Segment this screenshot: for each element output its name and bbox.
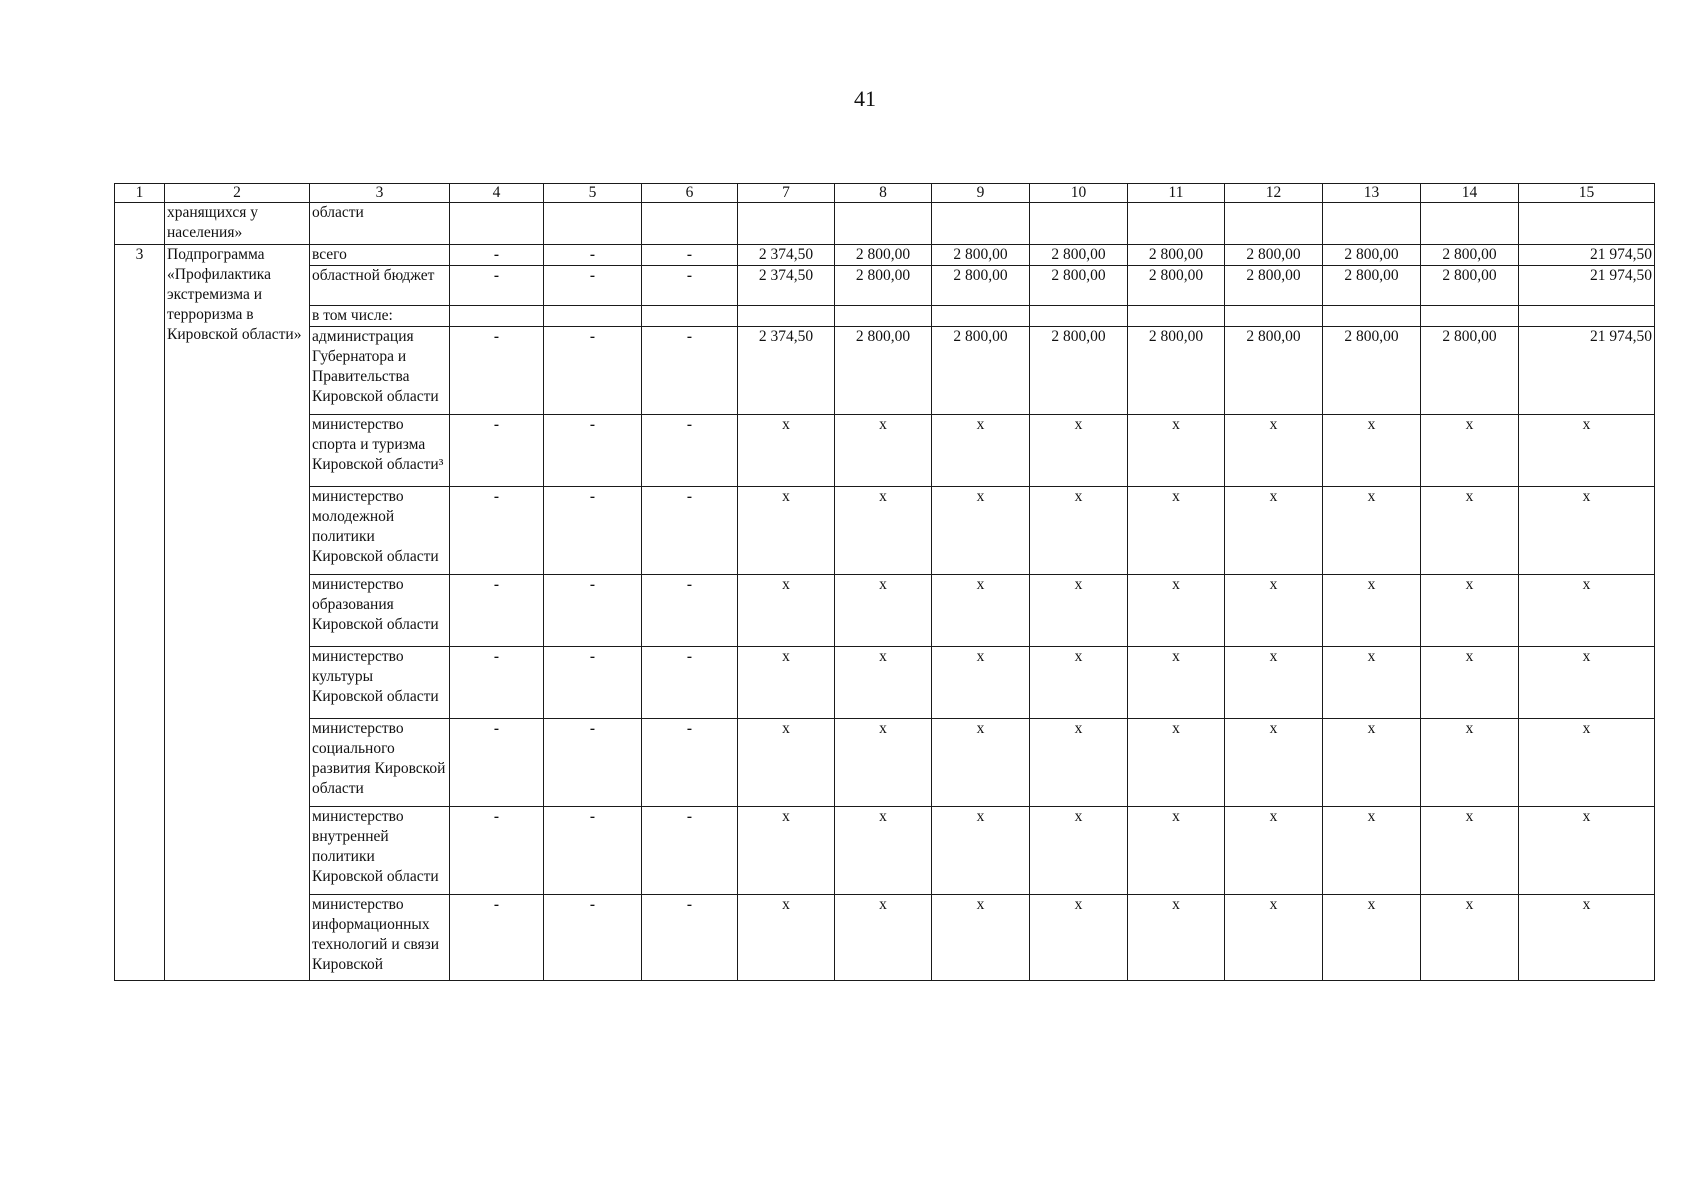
value-cell-col10: х (1030, 719, 1128, 807)
value-cell-col8: х (835, 647, 932, 719)
cell-col15 (1519, 203, 1655, 245)
value-cell-col8: 2 800,00 (835, 327, 932, 415)
cell-c6: - (642, 487, 738, 575)
cell-c4: - (450, 245, 544, 266)
value-cell-col11: 2 800,00 (1128, 327, 1225, 415)
value-cell-col7: 2 374,50 (738, 266, 835, 306)
table-row (115, 807, 1655, 895)
column-header-15: 15 (1519, 184, 1655, 203)
funding-source: всего (310, 245, 450, 266)
value-cell-col8 (835, 306, 932, 327)
cell-col11 (1128, 203, 1225, 245)
value-cell-col8: х (835, 719, 932, 807)
value-cell-col12: х (1225, 415, 1323, 487)
cell-c4: - (450, 266, 544, 306)
table-row (115, 647, 1655, 719)
table-row (115, 895, 1655, 981)
value-cell-col7: х (738, 647, 835, 719)
column-header-2: 2 (165, 184, 310, 203)
table-row (115, 245, 1655, 266)
value-cell-col15: х (1519, 415, 1655, 487)
continuation-row (115, 203, 1655, 245)
cell-c6: - (642, 266, 738, 306)
value-cell-col9: х (932, 487, 1030, 575)
value-cell-col12: х (1225, 647, 1323, 719)
value-cell-col12: х (1225, 575, 1323, 647)
value-cell-col11: 2 800,00 (1128, 245, 1225, 266)
value-cell-col10: х (1030, 487, 1128, 575)
value-cell-col11 (1128, 306, 1225, 327)
value-cell-col7: х (738, 719, 835, 807)
value-cell-col10 (1030, 306, 1128, 327)
cell-c5: - (544, 647, 642, 719)
value-cell-col14: х (1421, 895, 1519, 981)
funding-source: министерство внутренней политики Кировской области (310, 807, 450, 895)
cell-c6: - (642, 807, 738, 895)
column-header-3: 3 (310, 184, 450, 203)
cell-col6 (642, 203, 738, 245)
value-cell-col13: х (1323, 895, 1421, 981)
value-cell-col8: х (835, 895, 932, 981)
value-cell-col7: х (738, 895, 835, 981)
value-cell-col12: 2 800,00 (1225, 245, 1323, 266)
value-cell-col10: х (1030, 415, 1128, 487)
value-cell-col11: х (1128, 647, 1225, 719)
cell-c6: - (642, 575, 738, 647)
funding-source: министерство информационных технологий и связи Кировской (310, 895, 450, 981)
value-cell-col9: х (932, 647, 1030, 719)
cell-c4: - (450, 327, 544, 415)
value-cell-col12: х (1225, 719, 1323, 807)
value-cell-col7 (738, 306, 835, 327)
table-row (115, 415, 1655, 487)
cell-c5: - (544, 327, 642, 415)
cell-col2: хранящихся у населения» (165, 203, 310, 245)
cell-c4 (450, 306, 544, 327)
cell-c5: - (544, 266, 642, 306)
cell-c5: - (544, 807, 642, 895)
value-cell-col10: х (1030, 895, 1128, 981)
cell-c4: - (450, 647, 544, 719)
value-cell-col9: х (932, 807, 1030, 895)
funding-source: в том числе: (310, 306, 450, 327)
column-header-8: 8 (835, 184, 932, 203)
cell-col12 (1225, 203, 1323, 245)
value-cell-col8: 2 800,00 (835, 245, 932, 266)
table-row (115, 266, 1655, 306)
value-cell-col10: х (1030, 807, 1128, 895)
cell-col8 (835, 203, 932, 245)
subprogram-number: 3 (115, 245, 165, 981)
value-cell-col7: 2 374,50 (738, 327, 835, 415)
value-cell-col12: х (1225, 807, 1323, 895)
column-header-11: 11 (1128, 184, 1225, 203)
cell-c5 (544, 306, 642, 327)
cell-c5: - (544, 415, 642, 487)
value-cell-col11: х (1128, 807, 1225, 895)
cell-col5 (544, 203, 642, 245)
column-header-14: 14 (1421, 184, 1519, 203)
cell-c6: - (642, 719, 738, 807)
value-cell-col15: х (1519, 487, 1655, 575)
table-row (115, 719, 1655, 807)
column-header-1: 1 (115, 184, 165, 203)
value-cell-col9: 2 800,00 (932, 245, 1030, 266)
column-header-13: 13 (1323, 184, 1421, 203)
value-cell-col7: х (738, 807, 835, 895)
value-cell-col15 (1519, 306, 1655, 327)
column-header-4: 4 (450, 184, 544, 203)
cell-c4: - (450, 719, 544, 807)
value-cell-col10: х (1030, 647, 1128, 719)
value-cell-col10: 2 800,00 (1030, 327, 1128, 415)
cell-col13 (1323, 203, 1421, 245)
subprogram-name: Подпрограмма «Профилактика экстремизма и терроризма в Кировской области» (165, 245, 310, 981)
cell-c4: - (450, 807, 544, 895)
funding-source: министерство образования Кировской области (310, 575, 450, 647)
value-cell-col14: х (1421, 807, 1519, 895)
value-cell-col8: 2 800,00 (835, 266, 932, 306)
cell-c4: - (450, 575, 544, 647)
table-row (115, 487, 1655, 575)
cell-c6: - (642, 327, 738, 415)
value-cell-col11: х (1128, 575, 1225, 647)
table-body (115, 184, 1655, 981)
cell-col14 (1421, 203, 1519, 245)
value-cell-col12: х (1225, 487, 1323, 575)
value-cell-col15: 21 974,50 (1519, 266, 1655, 306)
value-cell-col13: 2 800,00 (1323, 327, 1421, 415)
cell-col10 (1030, 203, 1128, 245)
cell-c4: - (450, 487, 544, 575)
value-cell-col13 (1323, 306, 1421, 327)
value-cell-col14: х (1421, 647, 1519, 719)
value-cell-col7: 2 374,50 (738, 245, 835, 266)
cell-c5: - (544, 575, 642, 647)
cell-c5: - (544, 487, 642, 575)
column-header-12: 12 (1225, 184, 1323, 203)
value-cell-col15: х (1519, 895, 1655, 981)
column-header-row (115, 184, 1655, 203)
value-cell-col7: х (738, 487, 835, 575)
cell-c4: - (450, 415, 544, 487)
funding-source: министерство молодежной политики Кировской области (310, 487, 450, 575)
column-header-6: 6 (642, 184, 738, 203)
value-cell-col13: х (1323, 719, 1421, 807)
cell-c5: - (544, 245, 642, 266)
funding-source: министерство социального развития Кировской области (310, 719, 450, 807)
value-cell-col13: х (1323, 807, 1421, 895)
cell-c6: - (642, 415, 738, 487)
value-cell-col14: х (1421, 575, 1519, 647)
value-cell-col14: х (1421, 415, 1519, 487)
cell-c5: - (544, 895, 642, 981)
value-cell-col15: х (1519, 647, 1655, 719)
table-row (115, 575, 1655, 647)
cell-col9 (932, 203, 1030, 245)
value-cell-col12 (1225, 306, 1323, 327)
funding-source: администрация Губернатора и Правительства Кировской области (310, 327, 450, 415)
value-cell-col11: х (1128, 895, 1225, 981)
value-cell-col14: х (1421, 719, 1519, 807)
value-cell-col14: 2 800,00 (1421, 245, 1519, 266)
value-cell-col8: х (835, 807, 932, 895)
cell-c6: - (642, 647, 738, 719)
budget-table (114, 183, 1655, 981)
cell-c6: - (642, 895, 738, 981)
column-header-10: 10 (1030, 184, 1128, 203)
value-cell-col14 (1421, 306, 1519, 327)
value-cell-col8: х (835, 487, 932, 575)
value-cell-col15: х (1519, 575, 1655, 647)
value-cell-col11: х (1128, 415, 1225, 487)
value-cell-col9: 2 800,00 (932, 327, 1030, 415)
value-cell-col15: 21 974,50 (1519, 327, 1655, 415)
value-cell-col9: х (932, 719, 1030, 807)
value-cell-col13: х (1323, 415, 1421, 487)
value-cell-col13: х (1323, 575, 1421, 647)
value-cell-col9: х (932, 895, 1030, 981)
value-cell-col15: 21 974,50 (1519, 245, 1655, 266)
funding-source: областной бюджет (310, 266, 450, 306)
value-cell-col11: х (1128, 487, 1225, 575)
value-cell-col9 (932, 306, 1030, 327)
value-cell-col10: 2 800,00 (1030, 266, 1128, 306)
value-cell-col13: 2 800,00 (1323, 266, 1421, 306)
funding-source: министерство культуры Кировской области (310, 647, 450, 719)
value-cell-col7: х (738, 415, 835, 487)
value-cell-col10: х (1030, 575, 1128, 647)
funding-source: министерство спорта и туризма Кировской области³ (310, 415, 450, 487)
value-cell-col9: х (932, 415, 1030, 487)
cell-col7 (738, 203, 835, 245)
column-header-9: 9 (932, 184, 1030, 203)
value-cell-col11: 2 800,00 (1128, 266, 1225, 306)
value-cell-col9: х (932, 575, 1030, 647)
value-cell-col11: х (1128, 719, 1225, 807)
value-cell-col12: х (1225, 895, 1323, 981)
value-cell-col9: 2 800,00 (932, 266, 1030, 306)
value-cell-col10: 2 800,00 (1030, 245, 1128, 266)
cell-col3: области (310, 203, 450, 245)
value-cell-col13: х (1323, 487, 1421, 575)
column-header-5: 5 (544, 184, 642, 203)
value-cell-col15: х (1519, 719, 1655, 807)
cell-col1 (115, 203, 165, 245)
page-number: 41 (854, 86, 876, 111)
value-cell-col15: х (1519, 807, 1655, 895)
value-cell-col12: 2 800,00 (1225, 266, 1323, 306)
cell-c4: - (450, 895, 544, 981)
cell-c5: - (544, 719, 642, 807)
value-cell-col14: х (1421, 487, 1519, 575)
value-cell-col14: 2 800,00 (1421, 266, 1519, 306)
value-cell-col7: х (738, 575, 835, 647)
table-row (115, 306, 1655, 327)
value-cell-col13: х (1323, 647, 1421, 719)
value-cell-col13: 2 800,00 (1323, 245, 1421, 266)
value-cell-col8: х (835, 575, 932, 647)
cell-col4 (450, 203, 544, 245)
value-cell-col8: х (835, 415, 932, 487)
cell-c6: - (642, 245, 738, 266)
cell-c6 (642, 306, 738, 327)
value-cell-col14: 2 800,00 (1421, 327, 1519, 415)
value-cell-col12: 2 800,00 (1225, 327, 1323, 415)
table-row (115, 327, 1655, 415)
column-header-7: 7 (738, 184, 835, 203)
